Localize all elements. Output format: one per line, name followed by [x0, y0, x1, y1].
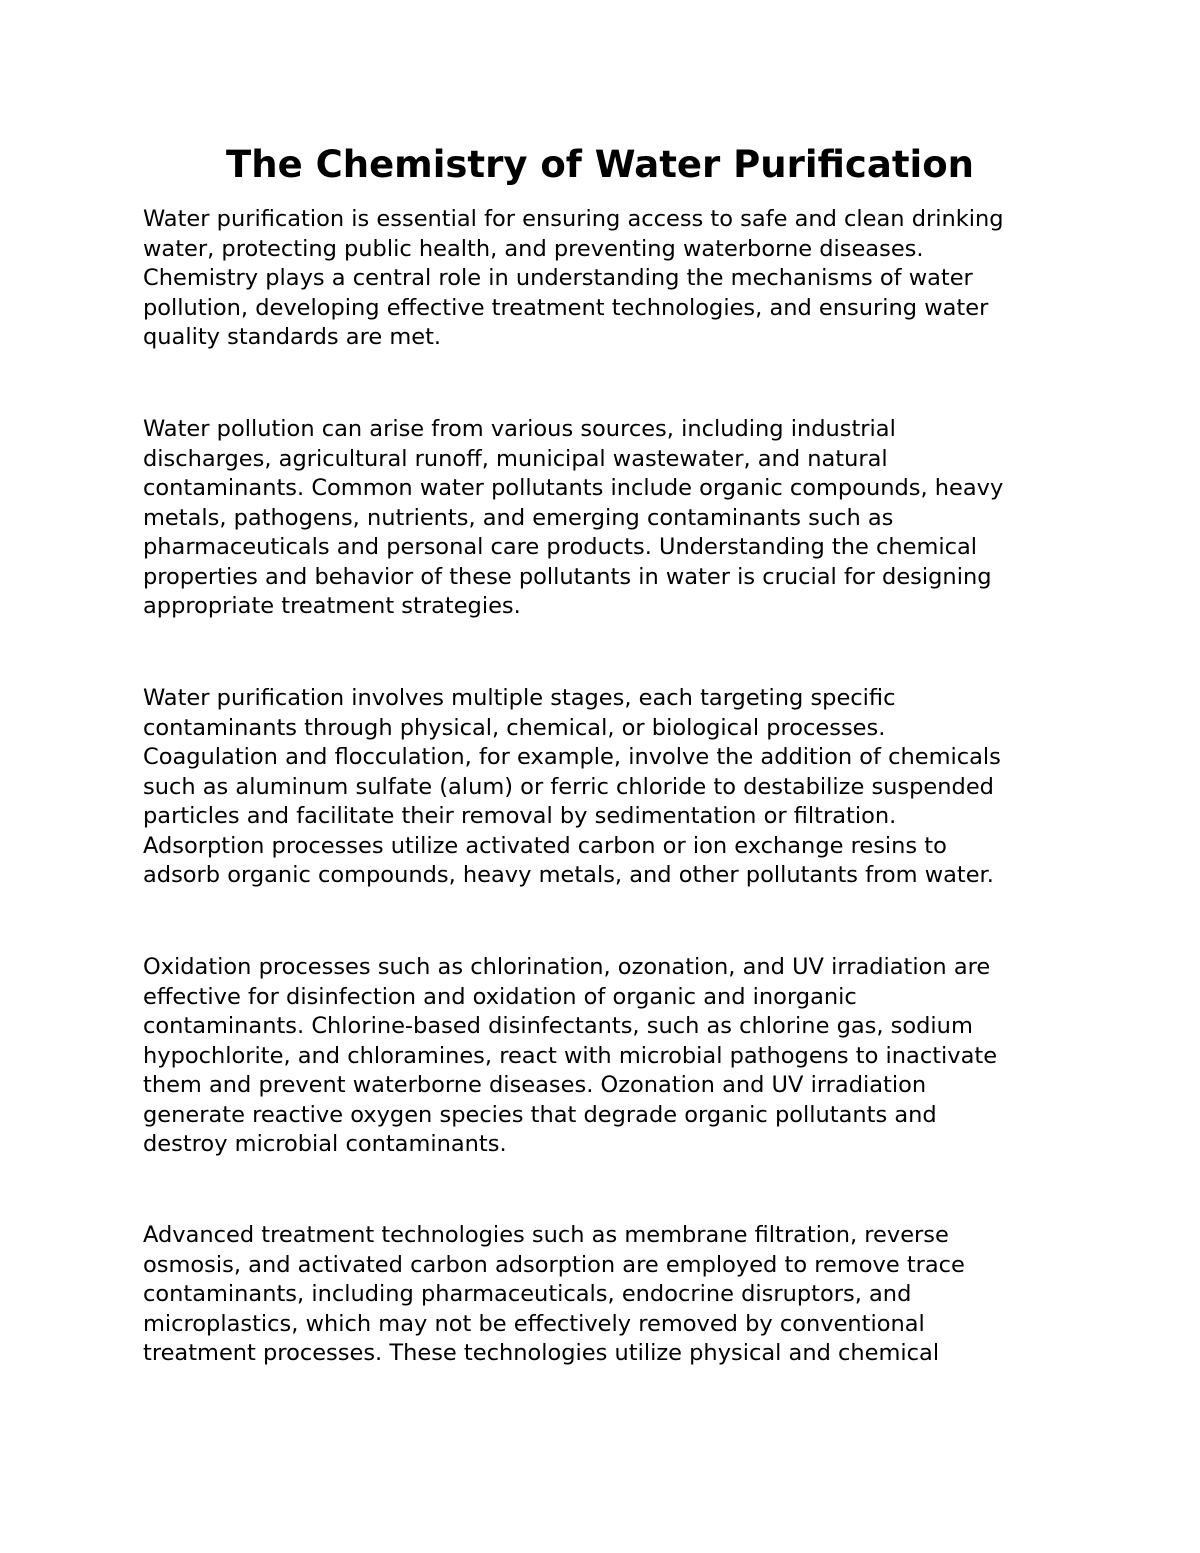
paragraph-line: contaminants. Chlorine-based disinfectants, such as chlorine gas, sodium	[143, 1013, 973, 1039]
paragraph-line: water, protecting public health, and preventing waterborne diseases.	[143, 235, 924, 262]
paragraph-line: Advanced treatment technologies such as membrane filtration, reverse	[143, 1222, 949, 1248]
paragraph-line: Coagulation and flocculation, for example, involve the addition of chemicals	[143, 744, 1001, 770]
paragraph-line: particles and facilitate their removal by sedimentation or filtration.	[143, 803, 897, 829]
paragraph-line: contaminants, including pharmaceuticals, endocrine disruptors, and	[143, 1281, 912, 1307]
paragraph-line: quality standards are met.	[143, 324, 442, 350]
paragraph-line: properties and behavior of these pollutants in water is crucial for designing	[143, 563, 992, 590]
paragraph-line: pharmaceuticals and personal care products. Understanding the chemical	[143, 534, 978, 560]
paragraph-line: contaminants through physical, chemical, or biological processes.	[143, 714, 886, 741]
paragraph-line: Oxidation processes such as chlorination, ozonation, and UV irradiation are	[143, 954, 991, 980]
paragraph-purification-stages	[143, 684, 1001, 891]
paragraph-line: discharges, agricultural runoff, municipal wastewater, and natural	[143, 445, 888, 472]
paragraph-line: such as aluminum sulfate (alum) or ferric chloride to destabilize suspended	[143, 773, 994, 800]
document-title: The Chemistry of Water Purification	[226, 143, 974, 186]
paragraph-line: Water purification involves multiple stages, each targeting specific	[143, 685, 896, 711]
paragraph-introduction	[143, 205, 1004, 353]
paragraph-line: osmosis, and activated carbon adsorption are employed to remove trace	[143, 1251, 965, 1278]
paragraph-line: Water purification is essential for ensuring access to safe and clean drinking	[143, 206, 1004, 232]
paragraph-line: treatment processes. These technologies utilize physical and chemical	[143, 1340, 940, 1366]
paragraph-line: Water pollution can arise from various sources, including industrial	[143, 416, 896, 442]
paragraph-line: effective for disinfection and oxidation of organic and inorganic	[143, 983, 857, 1010]
paragraph-line: appropriate treatment strategies.	[143, 593, 521, 619]
paragraph-advanced-treatment	[143, 1221, 965, 1369]
paragraph-line: hypochlorite, and chloramines, react with microbial pathogens to inactivate	[143, 1042, 998, 1069]
paragraph-line: generate reactive oxygen species that degrade organic pollutants and	[143, 1101, 937, 1128]
paragraph-line: them and prevent waterborne diseases. Ozonation and UV irradiation	[143, 1072, 927, 1098]
paragraph-line: Chemistry plays a central role in understanding the mechanisms of water	[143, 265, 973, 291]
paragraph-line: adsorb organic compounds, heavy metals, and other pollutants from water.	[143, 862, 994, 888]
paragraph-line: contaminants. Common water pollutants include organic compounds, heavy	[143, 475, 1004, 501]
paragraph-line: pollution, developing effective treatment technologies, and ensuring water	[143, 294, 989, 321]
paragraph-line: Adsorption processes utilize activated carbon or ion exchange resins to	[143, 832, 947, 859]
paragraph-pollution-sources	[143, 415, 1003, 622]
paragraph-oxidation-processes	[143, 953, 997, 1160]
paragraph-line: metals, pathogens, nutrients, and emerging contaminants such as	[143, 504, 894, 531]
paragraph-line: destroy microbial contaminants.	[143, 1131, 507, 1157]
paragraph-line: microplastics, which may not be effectively removed by conventional	[143, 1310, 925, 1337]
